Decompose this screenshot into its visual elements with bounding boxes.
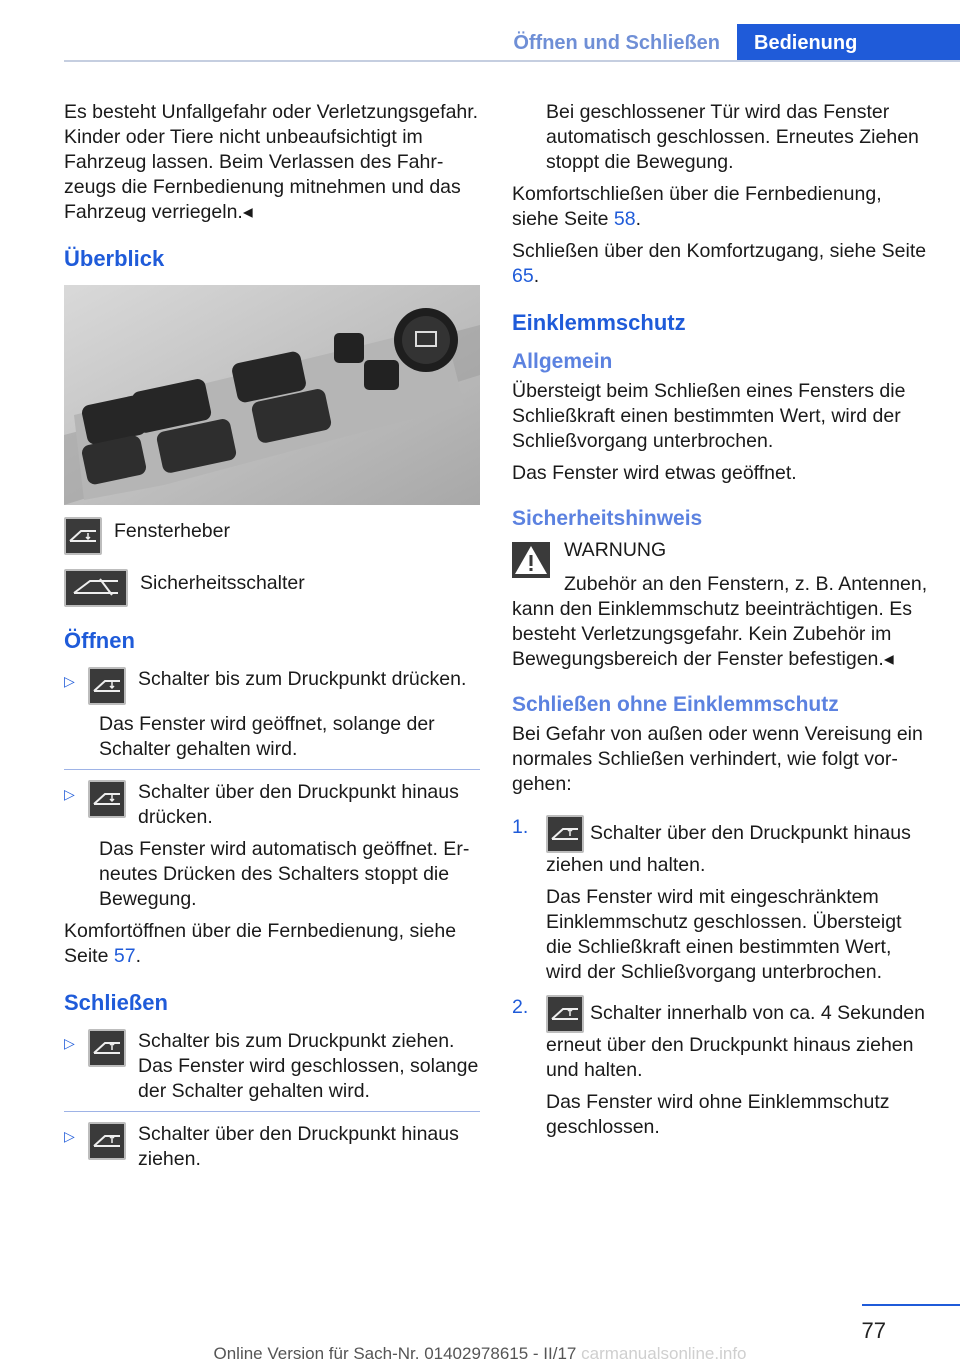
close-heading: Schließen <box>64 990 168 1015</box>
overview-heading: Überblick <box>64 246 165 271</box>
warning-text: Zubehör an den Fenstern, z. B. Antennen, kann den Einklemmschutz beeinträchtigen. Es besteht Verletzungsgefahr. Kein Zubehör im Bewegungsbereich der Fenster befestigen.◂ <box>512 573 928 670</box>
header-rule <box>64 60 960 62</box>
symbol-row-safety-switch <box>64 569 480 607</box>
page-link-57[interactable]: 57 <box>113 945 136 967</box>
safety-switch-icon <box>64 569 128 607</box>
window-lifter-icon <box>64 517 102 555</box>
step-detail: Das Fenster wird ohne Einklemmschutz geschlossen. <box>546 1091 890 1138</box>
no-pinch-text: Bei Gefahr von außen oder wenn Vereisung ein normales Schließen verhindert, wie folgt vorgehen: <box>512 723 923 795</box>
safety-heading: Sicherheitshinweis <box>512 507 703 530</box>
window-lifter-icon <box>546 995 584 1033</box>
triangle-bullet-icon: ▷ <box>64 673 75 689</box>
open-item <box>64 667 480 705</box>
close-item-text: Schalter über den Druckpunkt hinaus ziehen. <box>138 1123 459 1170</box>
step-text: Schalter innerhalb von ca. 4 Sekunden erneut über den Druckpunkt hinaus ziehen und halten. <box>546 1002 925 1081</box>
warning-triangle-icon <box>512 542 550 578</box>
symbol-label: Sicherheitsschalter <box>140 572 305 594</box>
running-header-tab: Bedienung <box>737 24 960 62</box>
divider <box>64 1111 480 1112</box>
watermark: carmanualsonline.info <box>581 1344 747 1362</box>
online-version-text: Online Version für Sach-Nr. 01402978615 - II/17 <box>213 1344 577 1362</box>
page-number: 77 <box>861 1318 886 1343</box>
step-text: Schalter über den Druckpunkt hinaus ziehen und halten. <box>546 822 911 876</box>
triangle-bullet-icon: ▷ <box>64 1128 75 1144</box>
close-item <box>64 1122 480 1172</box>
general-heading: Allgemein <box>512 350 613 373</box>
right-column <box>512 100 932 1147</box>
open-heading: Öffnen <box>64 628 135 653</box>
continued-paragraph: Bei geschlossener Tür wird das Fenster automatisch geschlossen. Erneutes Ziehen stoppt die Bewegung. <box>546 101 919 173</box>
general-text: Übersteigt beim Schließen eines Fensters die Schließkraft einen bestimmten Wert, wird der Schließvorgang unterbrochen. <box>512 380 906 452</box>
window-switch-photo <box>64 285 480 505</box>
step-item <box>512 815 932 878</box>
intro-paragraph: Es besteht Unfallgefahr oder Verletzungsgefahr. Kinder oder Tiere nicht unbeaufsichtigt im Fahrzeug lassen. Beim Verlassen des Fahrzeugs die Fernbedienung mitnehmen und das Fahrzeug verriegeln.◂ <box>64 101 479 223</box>
left-column <box>64 100 480 1179</box>
triangle-bullet-icon: ▷ <box>64 786 75 802</box>
triangle-bullet-icon: ▷ <box>64 1035 75 1051</box>
no-pinch-heading: Schließen ohne Einklemmschutz <box>512 693 839 716</box>
window-lifter-icon <box>88 780 126 818</box>
step-detail: Das Fenster wird mit eingeschränktem Einklemmschutz geschlossen. Übersteigt die Schließkraft einen bestimmten Wert, wird der Schließvorgang unterbrochen. <box>546 886 902 983</box>
open-item <box>64 780 480 830</box>
step-number: 2. <box>512 996 529 1018</box>
window-lifter-icon <box>88 1029 126 1067</box>
warning-label: WARNUNG <box>564 539 667 561</box>
comfort-open-text: Komfortöffnen über die Fernbedienung, siehe Seite 57. <box>64 920 457 967</box>
general-text-2: Das Fenster wird etwas geöffnet. <box>512 462 797 484</box>
window-lifter-icon <box>88 667 126 705</box>
close-item-text: Schalter bis zum Druckpunkt ziehen. Das Fenster wird geschlossen, solange der Schalter gehalten wird. <box>138 1030 479 1102</box>
step-item <box>512 995 932 1083</box>
open-item-text: Schalter bis zum Druckpunkt drücken. <box>138 668 467 690</box>
pinch-heading: Einklemmschutz <box>512 310 686 335</box>
step-number: 1. <box>512 816 529 838</box>
page-link-58[interactable]: 58 <box>613 208 636 230</box>
comfort-access-text: Schließen über den Komfortzugang, siehe Seite 65. <box>512 240 927 287</box>
symbol-label: Fensterheber <box>114 520 230 542</box>
comfort-close-text: Komfortschließen über die Fernbedienung, siehe Seite 58. <box>512 183 882 230</box>
open-item-text: Schalter über den Druckpunkt hinaus drücken. <box>138 781 459 828</box>
footer-rule <box>862 1304 960 1306</box>
window-lifter-icon <box>546 815 584 853</box>
page-link-65[interactable]: 65 <box>512 265 534 287</box>
running-header-section: Öffnen und Schließen <box>513 32 720 54</box>
open-item-detail: Das Fenster wird automatisch geöffnet. Erneutes Drücken des Schalters stoppt die Bewegung. <box>99 838 470 910</box>
divider <box>64 769 480 770</box>
window-lifter-icon <box>88 1122 126 1160</box>
open-item-detail: Das Fenster wird geöffnet, solange der Schalter gehalten wird. <box>99 713 435 760</box>
close-item <box>64 1029 480 1104</box>
symbol-row-window-lifter <box>64 517 480 555</box>
footer-line <box>0 1344 960 1362</box>
